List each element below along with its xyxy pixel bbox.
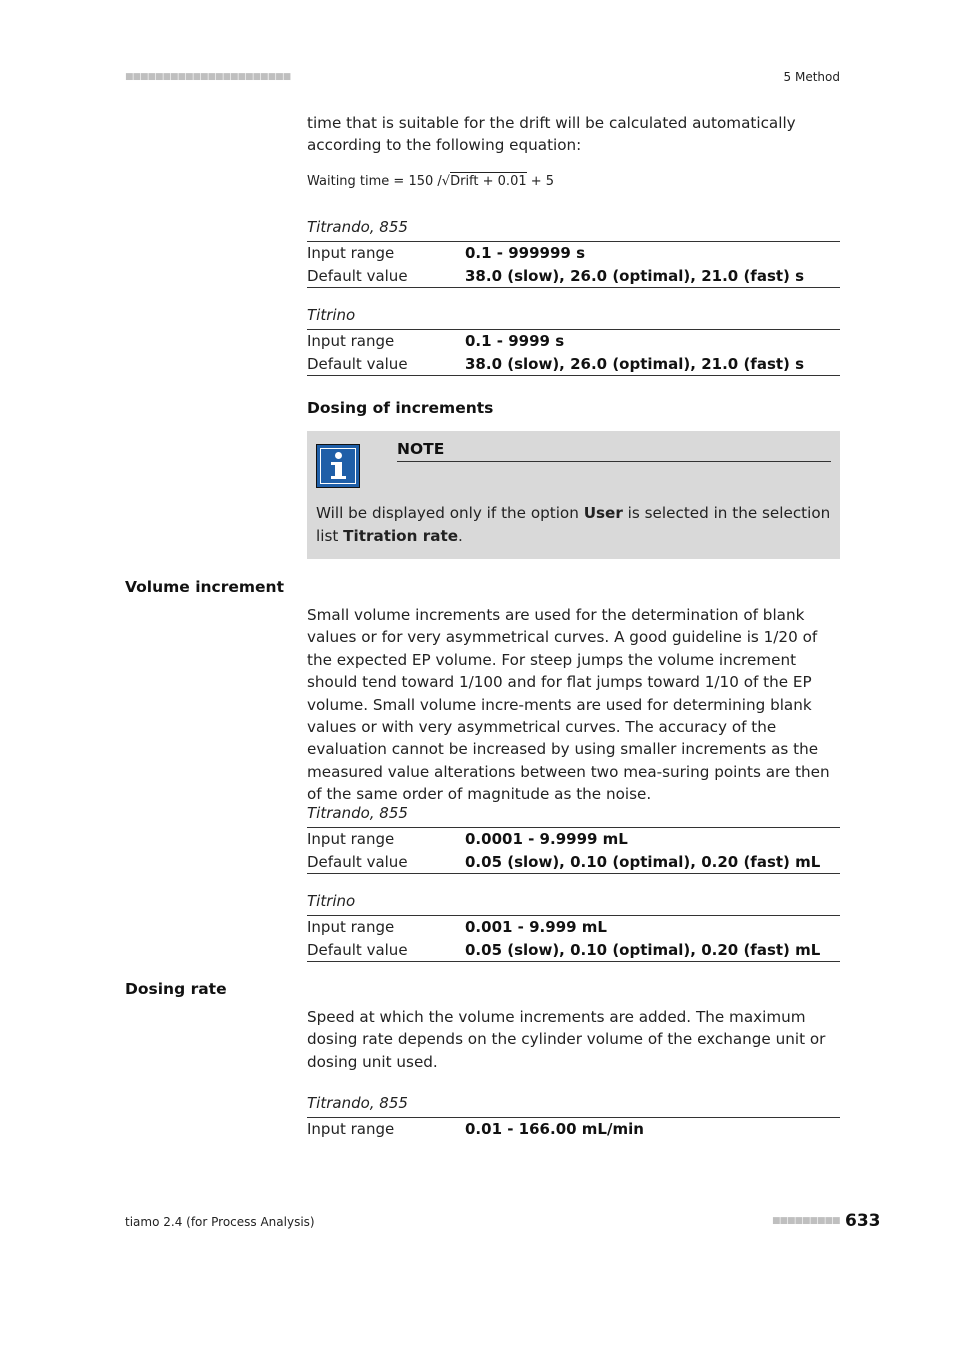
equation-sqrt-term: Drift + 0.01 — [450, 174, 527, 189]
table-caption: Titrando, 855 — [307, 218, 408, 236]
footer-decoration: ■■■■■■■■■ — [772, 1216, 840, 1226]
selection-list-titration-rate: Titration rate — [343, 526, 459, 545]
param-key: Input range — [307, 332, 395, 351]
equation-prefix: Waiting time = 150 / — [307, 174, 442, 189]
dosing-rate-description: Speed at which the volume increments are added. The maximum dosing rate depends on the cylinder volume of the exchange unit or dosing unit used. — [307, 1008, 826, 1071]
footer-product-name: tiamo 2.4 (for Process Analysis) — [125, 1215, 315, 1229]
param-table-titrando-dosing-rate — [307, 1117, 840, 1141]
table-caption: Titrando, 855 — [307, 1094, 408, 1112]
option-user: User — [583, 504, 623, 522]
param-value: 0.05 (slow), 0.10 (optimal), 0.20 (fast) mL — [465, 940, 821, 959]
table-row — [307, 265, 840, 288]
param-table-titrando-volume — [307, 827, 840, 874]
param-table-titrino-volume — [307, 915, 840, 962]
param-key: Default value — [307, 940, 408, 959]
param-heading-dosing-rate: Dosing rate — [125, 980, 227, 998]
param-value: 0.001 - 9.999 mL — [465, 918, 607, 937]
param-key: Default value — [307, 354, 408, 373]
param-key: Input range — [307, 244, 395, 263]
param-value: 0.01 - 166.00 mL/min — [465, 1120, 644, 1139]
param-key: Default value — [307, 852, 408, 871]
param-value: 0.1 - 9999 s — [465, 332, 565, 351]
table-row — [307, 1118, 840, 1141]
param-value: 0.0001 - 9.9999 mL — [465, 830, 628, 849]
section-heading-dosing-increments: Dosing of increments — [307, 399, 494, 417]
equation-suffix: + 5 — [526, 174, 555, 189]
note-box — [307, 431, 840, 559]
param-heading-volume-increment: Volume increment — [125, 578, 285, 596]
header-decoration: ■■■■■■■■■■■■■■■■■■■■■■ — [125, 72, 291, 82]
page-number: 633 — [845, 1211, 881, 1231]
table-caption: Titrino — [307, 892, 356, 910]
note-title: NOTE — [397, 440, 831, 462]
waiting-time-equation — [307, 174, 554, 189]
param-value: 38.0 (slow), 26.0 (optimal), 21.0 (fast) s — [465, 354, 805, 373]
volume-increment-description: Small volume increments are used for the determination of blank values or for very asymmetrical curves. A good guideline is 1/20 of the expected EP volume. For steep jumps the volume increment should tend toward 1/100 and for flat jumps toward 1/10 of the EP volume. Small volume incre-ments are used for determining blank values or with very asymmetrical curves. The accuracy of the evaluation cannot be increased by using smaller increments as the measured value alterations between two mea-suring points are then of the same order of magnitude as the noise. — [307, 606, 830, 804]
param-table-titrando-waiting — [307, 241, 840, 288]
param-key: Input range — [307, 1120, 395, 1139]
param-key: Input range — [307, 918, 395, 937]
intro-paragraph: time that is suitable for the drift will be calculated automatically according to the following equation: — [307, 114, 796, 155]
table-row — [307, 330, 840, 353]
param-table-titrino-waiting — [307, 329, 840, 376]
note-text: Will be displayed only if the option User is selected in the selection list Titration rate. — [316, 504, 831, 545]
param-value: 0.05 (slow), 0.10 (optimal), 0.20 (fast) mL — [465, 852, 821, 871]
table-caption: Titrino — [307, 306, 356, 324]
info-icon — [316, 444, 360, 488]
param-key: Input range — [307, 830, 395, 849]
table-caption: Titrando, 855 — [307, 804, 408, 822]
table-row — [307, 828, 840, 851]
param-key: Default value — [307, 266, 408, 285]
param-value: 38.0 (slow), 26.0 (optimal), 21.0 (fast) s — [465, 266, 805, 285]
table-row — [307, 916, 840, 939]
param-value: 0.1 - 999999 s — [465, 244, 586, 263]
table-row — [307, 851, 840, 874]
sqrt-symbol: √ — [441, 174, 451, 189]
table-row — [307, 353, 840, 376]
chapter-title: 5 Method — [783, 70, 840, 84]
table-row — [307, 242, 840, 265]
table-row — [307, 939, 840, 962]
